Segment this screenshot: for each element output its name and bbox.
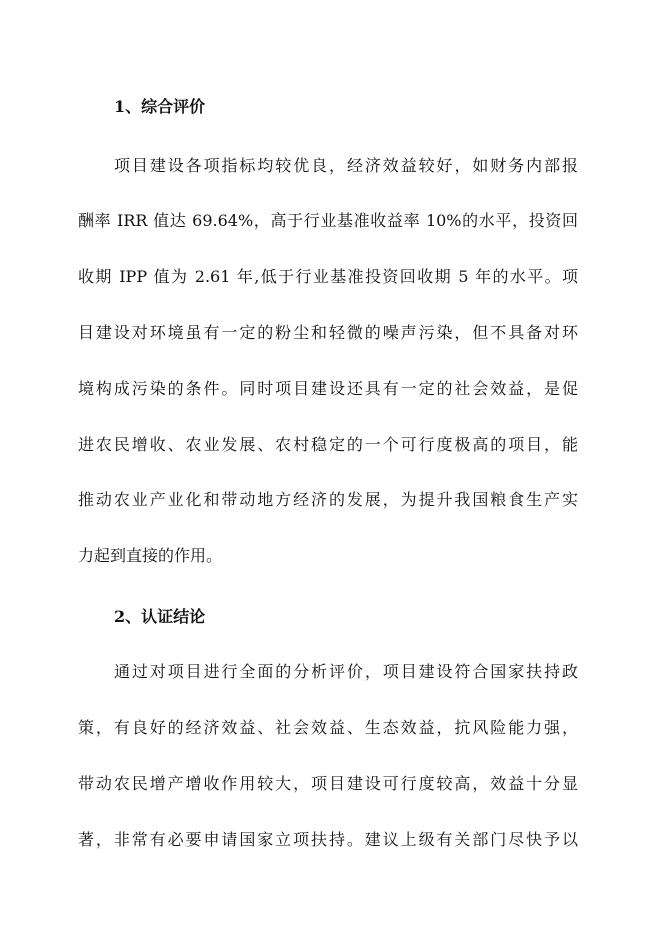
paragraph-line: 通过对项目进行全面的分析评价，项目建设符合国家扶持政 bbox=[114, 662, 578, 681]
paragraph-line: 项目建设各项指标均较优良，经济效益较好，如财务内部报 bbox=[114, 156, 578, 175]
paragraph-line: 著，非常有必要申请国家立项扶持。建议上级有关部门尽快予以 bbox=[78, 830, 578, 849]
paragraph-line: 带动农民增产增收作用较大，项目建设可行度较高，效益十分显 bbox=[78, 774, 578, 793]
section-heading-2: 2、认证结论 bbox=[114, 607, 206, 626]
paragraph-line: 推动农业产业化和带动地方经济的发展，为提升我国粮食生产实 bbox=[78, 490, 578, 509]
paragraph-line: 力起到直接的作用。 bbox=[78, 546, 223, 565]
paragraph-line: 境构成污染的条件。同时项目建设还具有一定的社会效益，是促 bbox=[78, 379, 578, 398]
paragraph-line: 进农民增收、农业发展、农村稳定的一个可行度极高的项目，能 bbox=[78, 435, 578, 454]
section-heading-1: 1、综合评价 bbox=[114, 97, 206, 116]
paragraph-line: 收期 IPP 值为 2.61 年,低于行业基准投资回收期 5 年的水平。项 bbox=[78, 267, 578, 286]
paragraph-line: 策，有良好的经济效益、社会效益、生态效益，抗风险能力强， bbox=[78, 718, 578, 737]
paragraph-line: 酬率 IRR 值达 69.64%，高于行业基准收益率 10%的水平，投资回 bbox=[78, 211, 578, 230]
paragraph-line: 目建设对环境虽有一定的粉尘和轻微的噪声污染，但不具备对环 bbox=[78, 323, 578, 342]
